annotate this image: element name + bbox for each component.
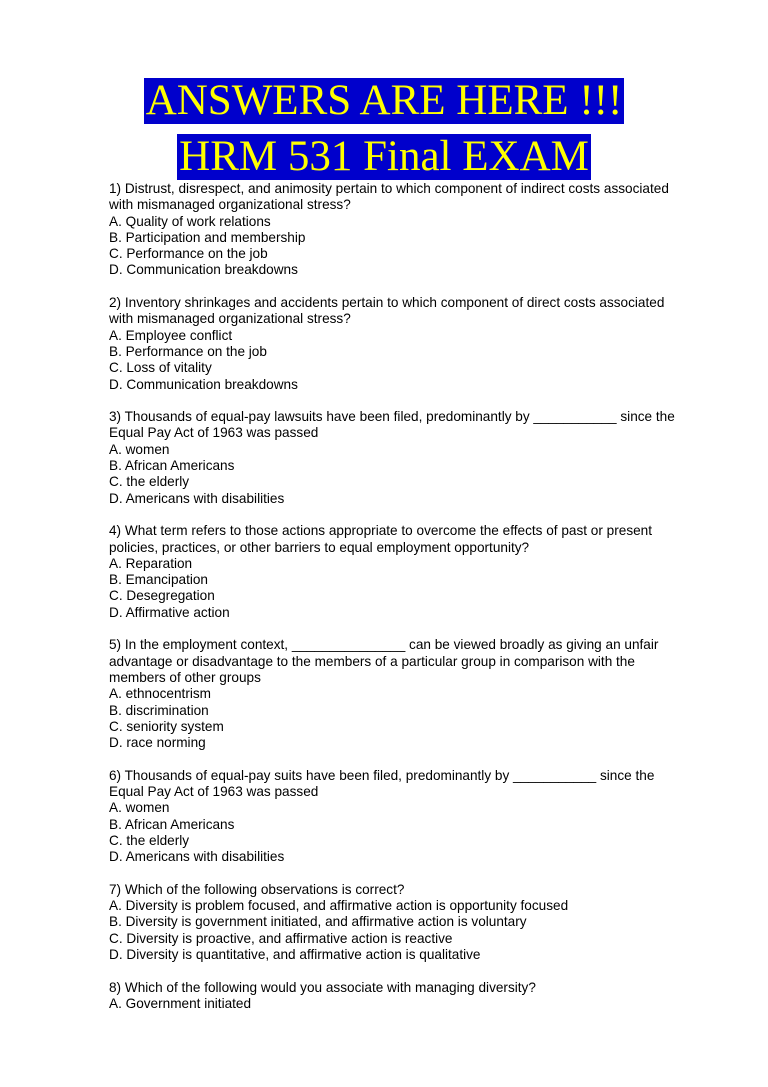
question-text-line: advantage or disadvantage to the members of a particular group in comparison with the <box>109 653 635 669</box>
answer-option: D. Affirmative action <box>109 604 230 620</box>
answer-option: B. Participation and membership <box>109 229 306 245</box>
answer-option: C. Diversity is proactive, and affirmative action is reactive <box>109 930 453 946</box>
answer-option: A. ethnocentrism <box>109 686 211 702</box>
answer-option: A. Reparation <box>109 555 193 571</box>
question-7 <box>109 882 709 963</box>
questions-list <box>109 181 709 1028</box>
answer-option: B. Diversity is government initiated, and affirmative action is voluntary <box>109 914 527 930</box>
question-text-line: 5) In the employment context, _______________ can be viewed broadly as giving an unfair <box>109 637 659 653</box>
question-8 <box>109 980 709 1013</box>
question-5 <box>109 637 709 751</box>
answer-option: C. the elderly <box>109 474 190 490</box>
question-text-line: Equal Pay Act of 1963 was passed <box>109 425 319 441</box>
banner-line-2 <box>0 134 768 180</box>
banner-text-1: ANSWERS ARE HERE !!! <box>145 77 623 124</box>
answer-option: C. Desegregation <box>109 588 215 604</box>
question-text-line: Equal Pay Act of 1963 was passed <box>109 783 319 799</box>
question-text-line: 4) What term refers to those actions appropriate to overcome the effects of past or present <box>109 523 653 539</box>
answer-option: A. women <box>109 800 170 816</box>
answer-option: A. Quality of work relations <box>109 213 271 229</box>
question-text-line: 2) Inventory shrinkages and accidents pertain to which component of direct costs associated <box>109 295 665 311</box>
answer-option: D. Americans with disabilities <box>109 490 285 506</box>
question-3 <box>109 409 709 507</box>
question-text-line: with mismanaged organizational stress? <box>109 311 351 327</box>
answer-option: B. Performance on the job <box>109 343 267 359</box>
question-4 <box>109 523 709 621</box>
question-text-line: 1) Distrust, disrespect, and animosity pertain to which component of indirect costs associated <box>109 181 669 196</box>
question-1 <box>109 181 709 279</box>
answer-option: D. Communication breakdowns <box>109 376 298 392</box>
answer-option: C. the elderly <box>109 832 190 848</box>
banner-line-1 <box>0 78 768 124</box>
answer-option: B. discrimination <box>109 702 209 718</box>
answer-option: D. race norming <box>109 735 206 751</box>
question-text-line: 3) Thousands of equal-pay lawsuits have been filed, predominantly by ___________ since the <box>109 409 675 425</box>
answer-option: A. Government initiated <box>109 995 252 1011</box>
answer-option: A. women <box>109 441 170 457</box>
answer-option: D. Diversity is quantitative, and affirmative action is qualitative <box>109 946 481 962</box>
answer-option: B. Emancipation <box>109 572 208 588</box>
answer-option: D. Americans with disabilities <box>109 849 285 865</box>
answer-option: A. Diversity is problem focused, and affirmative action is opportunity focused <box>109 898 569 914</box>
question-2 <box>109 295 709 393</box>
answer-option: C. seniority system <box>109 718 224 734</box>
answer-option: D. Communication breakdowns <box>109 262 298 278</box>
question-text-line: 8) Which of the following would you associate with managing diversity? <box>109 979 536 995</box>
question-text-line: 6) Thousands of equal-pay suits have been filed, predominantly by ___________ since the <box>109 767 655 783</box>
answer-option: B. African Americans <box>109 458 235 474</box>
question-text-line: policies, practices, or other barriers to equal employment opportunity? <box>109 539 530 555</box>
answer-option: C. Loss of vitality <box>109 360 212 376</box>
question-text-line: members of other groups <box>109 669 261 685</box>
banner-text-2: HRM 531 Final EXAM <box>179 133 589 180</box>
question-text-line: 7) Which of the following observations is correct? <box>109 881 405 897</box>
answer-option: A. Employee conflict <box>109 327 233 343</box>
answer-option: C. Performance on the job <box>109 246 268 262</box>
answer-option: B. African Americans <box>109 816 235 832</box>
question-text-line: with mismanaged organizational stress? <box>109 197 351 213</box>
question-6 <box>109 768 709 866</box>
